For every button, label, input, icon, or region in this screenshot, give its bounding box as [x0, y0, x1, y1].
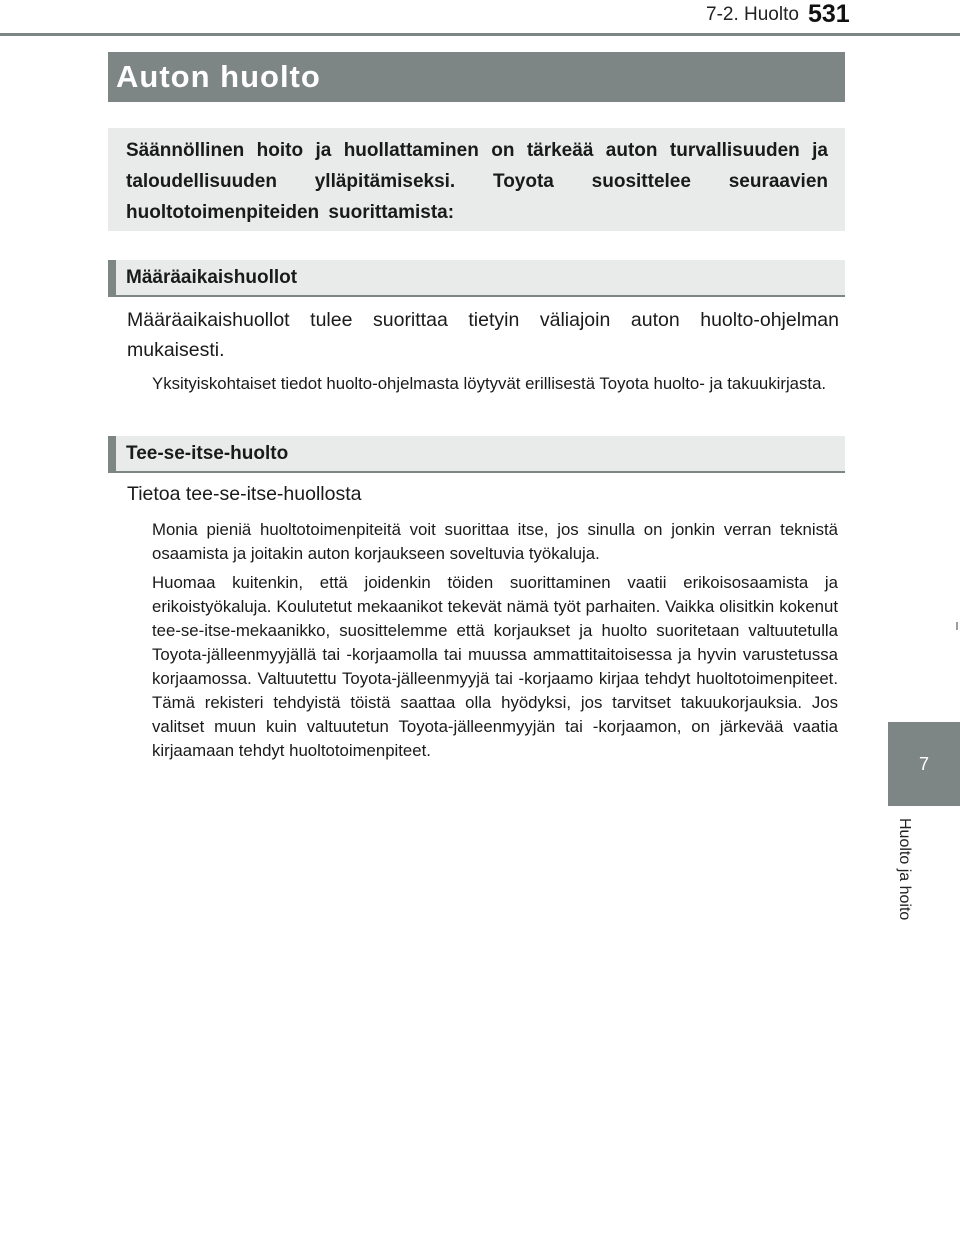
note-diy-intro: Monia pieniä huoltotoimenpiteitä voit suorittaa itse, jos sinulla on jonkin verran teknistä osaamista ja joitakin auton korjaukseen soveltuvia työkaluja. [152, 520, 838, 563]
header-section-label: 7-2. Huolto [706, 4, 799, 25]
section-lead-scheduled-maintenance: Määräaikaishuollot tulee suorittaa tietyin väliajoin auton huolto-ohjelman mukaisesti. [127, 309, 839, 361]
section-heading-diy-maintenance: Tee-se-itse-huolto [108, 436, 845, 473]
chapter-label-text: Huolto ja hoito [896, 818, 913, 921]
intro-box: Säännöllinen hoito ja huollattaminen on tärkeää auton turvallisuuden ja taloudellisuuden ylläpitämiseksi. Toyota suosittelee seuraavien huoltotoimenpiteiden suorittamista: [108, 128, 845, 231]
chapter-label [895, 818, 919, 948]
section-heading-scheduled-maintenance: Määräaikaishuollot [108, 260, 845, 297]
note-scheduled-maintenance: Yksityiskohtaiset tiedot huolto-ohjelmasta löytyvät erillisestä Toyota huolto- ja takuukirjasta. [152, 374, 827, 393]
edge-marker [956, 622, 958, 630]
chapter-number-tab: 7 [888, 722, 960, 806]
header-divider [0, 33, 960, 36]
page-number: 531 [808, 0, 850, 28]
page-title: Auton huolto [108, 52, 845, 102]
note-diy-advice: Huomaa kuitenkin, että joidenkin töiden suorittaminen vaatii erikoisosaamista ja erikoistyökaluja. Koulutetut mekaanikot tekevät nämä työt parhaiten. Vaikka olisitkin kokenut tee-se-itse-mekaanikko, suosittelemme että korjaukset ja huolto suoritetaan valtuutetulla Toyota-jälleenmyyjällä tai -korjaamolla tai muussa ammattitaitoisessa ja hyvin varustetussa korjaamossa. Valtuutettu Toyota-jälleenmyyjä tai -korjaamo kirjaa tehdyt huoltotoimenpiteet. Tämä rekisteri tehdyistä töistä saattaa olla hyödyksi, jos tarvitset takuukorjauksia. Jos valitset muun kuin valtuutetun Toyota-jälleenmyyjän tai -korjaamon, on järkevää vaatia kirjaamaan tehdyt huoltotoimenpiteet. [152, 573, 838, 760]
section-lead-diy-maintenance: Tietoa tee-se-itse-huollosta [127, 483, 362, 505]
